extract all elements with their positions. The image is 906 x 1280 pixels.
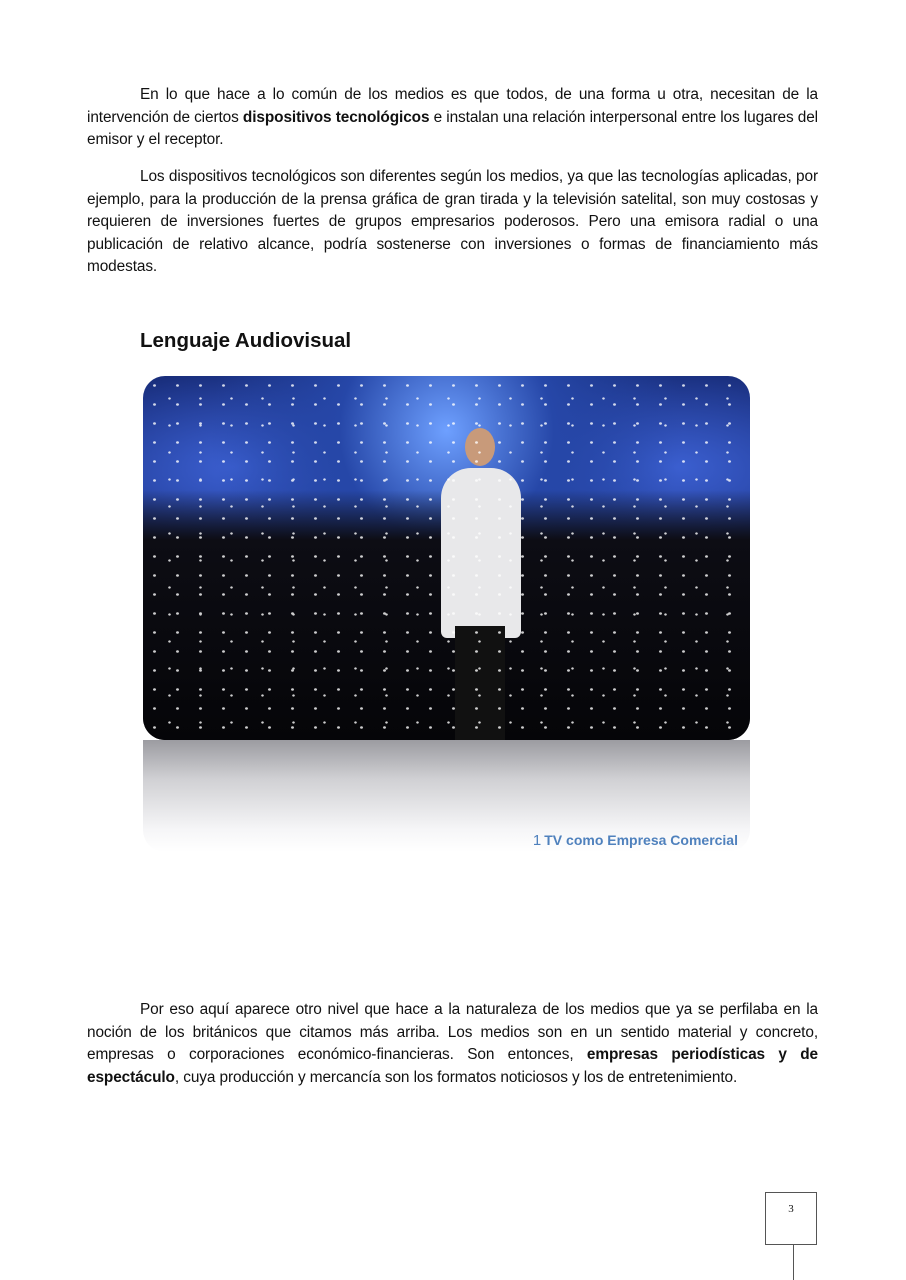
text: Por eso aquí aparece otro nivel que hace a la naturaleza de los medios que ya se perfilaba en la noción de los británicos que citamos más arriba. Los medios son en un sentido material y concreto, empresas o corporaciones económico-financieras. Son entonces, — [87, 1001, 818, 1064]
section-heading: Lenguaje Audiovisual — [140, 329, 352, 352]
paragraph-devices — [87, 84, 818, 152]
bold-term: empresas periodísticas y de espectáculo — [87, 1046, 818, 1086]
paragraph-costs — [87, 166, 818, 279]
text: En lo que hace a lo común de los medios es que todos, de una forma u otra, necesitan de la intervención de ciertos — [87, 86, 818, 126]
text: Los dispositivos tecnológicos son diferentes según los medios, ya que las tecnologías aplicadas, por ejemplo, para la producción de la prensa gráfica de gran tirada y la televisión satelital, son muy costosas y requieren de inversiones fuertes de grupos empresarios poderosos. Pero una emisora radial o una publicación de relativo alcance, podría sostenerse con inversiones o formas de financiamiento más modestas. — [87, 168, 818, 276]
bold-term: dispositivos tecnológicos — [242, 108, 430, 126]
text: e instalan una relación interpersonal entre los lugares del emisor y el receptor. — [87, 108, 818, 149]
caption-text: TV como Empresa Comercial — [544, 832, 738, 848]
confetti — [143, 376, 750, 740]
caption-number: 1 — [532, 832, 542, 849]
figure-caption — [533, 832, 738, 849]
text: , cuya producción y mercancía son los formatos noticiosos y los de entretenimiento. — [174, 1068, 738, 1086]
paragraph-companies — [87, 999, 818, 1089]
page-number-line — [793, 1245, 794, 1280]
tv-show-photo — [143, 376, 750, 740]
page-number: 3 — [765, 1192, 817, 1245]
